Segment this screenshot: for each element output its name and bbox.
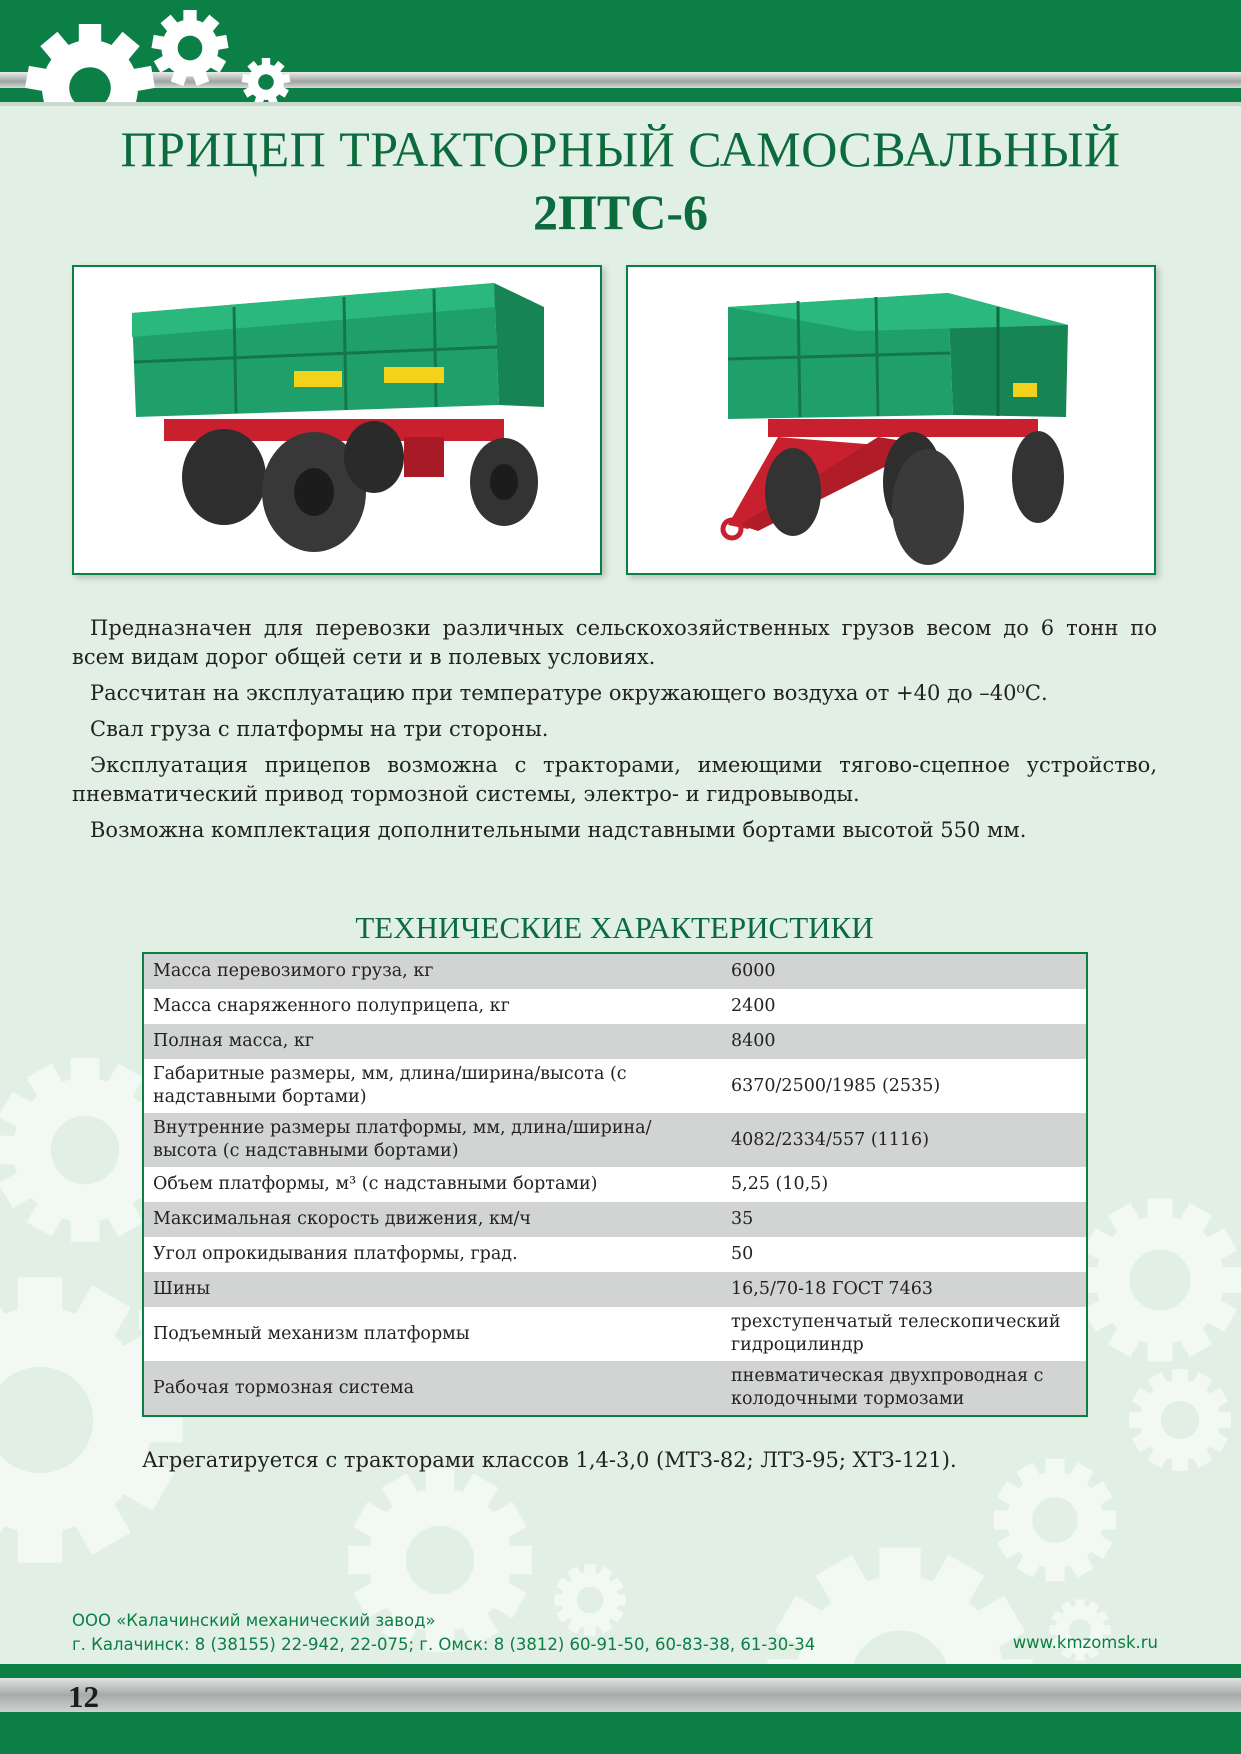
spec-value: 2400: [721, 989, 1087, 1024]
spec-param: Масса снаряженного полуприцепа, кг: [143, 989, 721, 1024]
table-row: [143, 1167, 1087, 1202]
spec-value: пневматическая двухпроводная с колодочными тормозами: [721, 1361, 1087, 1416]
spec-param: Максимальная скорость движения, км/ч: [143, 1202, 721, 1237]
table-row: [143, 989, 1087, 1024]
table-row: [143, 1113, 1087, 1167]
table-row: [143, 1202, 1087, 1237]
spec-param: Шины: [143, 1272, 721, 1307]
trailer-photo-side: [72, 265, 602, 575]
product-description: [72, 614, 1157, 852]
description-paragraph: Рассчитан на эксплуатацию при температуре окружающего воздуха от +40 до –40⁰С.: [90, 681, 1048, 705]
spec-param: Габаритные размеры, мм, длина/ширина/высота (с надставными бортами): [143, 1059, 721, 1113]
spec-value: 6370/2500/1985 (2535): [721, 1059, 1087, 1113]
spec-param: Угол опрокидывания платформы, град.: [143, 1237, 721, 1272]
gears-logo-icon: [18, 0, 308, 102]
spec-param: Полная масса, кг: [143, 1024, 721, 1059]
table-row: [143, 953, 1087, 989]
company-name: ООО «Калачинский механический завод»: [72, 1611, 436, 1630]
table-row: [143, 1307, 1087, 1361]
spec-value: 6000: [721, 953, 1087, 989]
spec-value: 4082/2334/557 (1116): [721, 1113, 1087, 1167]
table-row: [143, 1272, 1087, 1307]
table-row: [143, 1059, 1087, 1113]
spec-value: трехступенчатый телескопический гидроцилиндр: [721, 1307, 1087, 1361]
page-number: 12: [68, 1679, 99, 1714]
product-model: 2ПТС-6: [533, 184, 708, 240]
spec-value: 5,25 (10,5): [721, 1167, 1087, 1202]
table-row: [143, 1361, 1087, 1416]
tractor-compatibility: Агрегатируется с тракторами классов 1,4-3,0 (МТЗ-82; ЛТЗ-95; ХТЗ-121).: [142, 1448, 957, 1472]
spec-param: Объем платформы, м³ (с надставными бортами): [143, 1167, 721, 1202]
description-paragraph: Эксплуатация прицепов возможна с тракторами, имеющими тягово-сцепное устройство, пневматический привод тормозной системы, электро- и гидровыводы.: [72, 753, 1157, 806]
trailer-photo-front: [626, 265, 1156, 575]
footer-contacts: [72, 1609, 815, 1657]
page-title: ПРИЦЕП ТРАКТОРНЫЙ САМОСВАЛЬНЫЙ: [120, 121, 1121, 177]
website-link[interactable]: www.kmzomsk.ru: [1012, 1633, 1158, 1652]
spec-param: Внутренние размеры платформы, мм, длина/ширина/высота (с надставными бортами): [143, 1113, 721, 1167]
description-paragraph: Предназначен для перевозки различных сельскохозяйственных грузов весом до 6 тонн по всем видам дорог общей сети и в полевых условиях.: [72, 616, 1157, 669]
spec-param: Рабочая тормозная система: [143, 1361, 721, 1416]
spec-value: 50: [721, 1237, 1087, 1272]
specs-title: ТЕХНИЧЕСКИЕ ХАРАКТЕРИСТИКИ: [355, 910, 874, 945]
spec-param: Подъемный механизм платформы: [143, 1307, 721, 1361]
footer-silver-stripe: [0, 1678, 1241, 1712]
phone-numbers: г. Калачинск: 8 (38155) 22-942, 22-075; г. Омск: 8 (3812) 60-91-50, 60-83-38, 61-30-34: [72, 1635, 816, 1654]
spec-param: Масса перевозимого груза, кг: [143, 953, 721, 989]
description-paragraph: Свал груза с платформы на три стороны.: [90, 717, 549, 741]
specs-table: [142, 952, 1088, 1417]
spec-value: 16,5/70-18 ГОСТ 7463: [721, 1272, 1087, 1307]
spec-value: 8400: [721, 1024, 1087, 1059]
footer-band: [0, 1712, 1241, 1754]
footer-green-stripe: [0, 1664, 1241, 1678]
table-row: [143, 1237, 1087, 1272]
header-divider: [0, 102, 1241, 106]
description-paragraph: Возможна комплектация дополнительными надставными бортами высотой 550 мм.: [90, 818, 1027, 842]
spec-value: 35: [721, 1202, 1087, 1237]
table-row: [143, 1024, 1087, 1059]
